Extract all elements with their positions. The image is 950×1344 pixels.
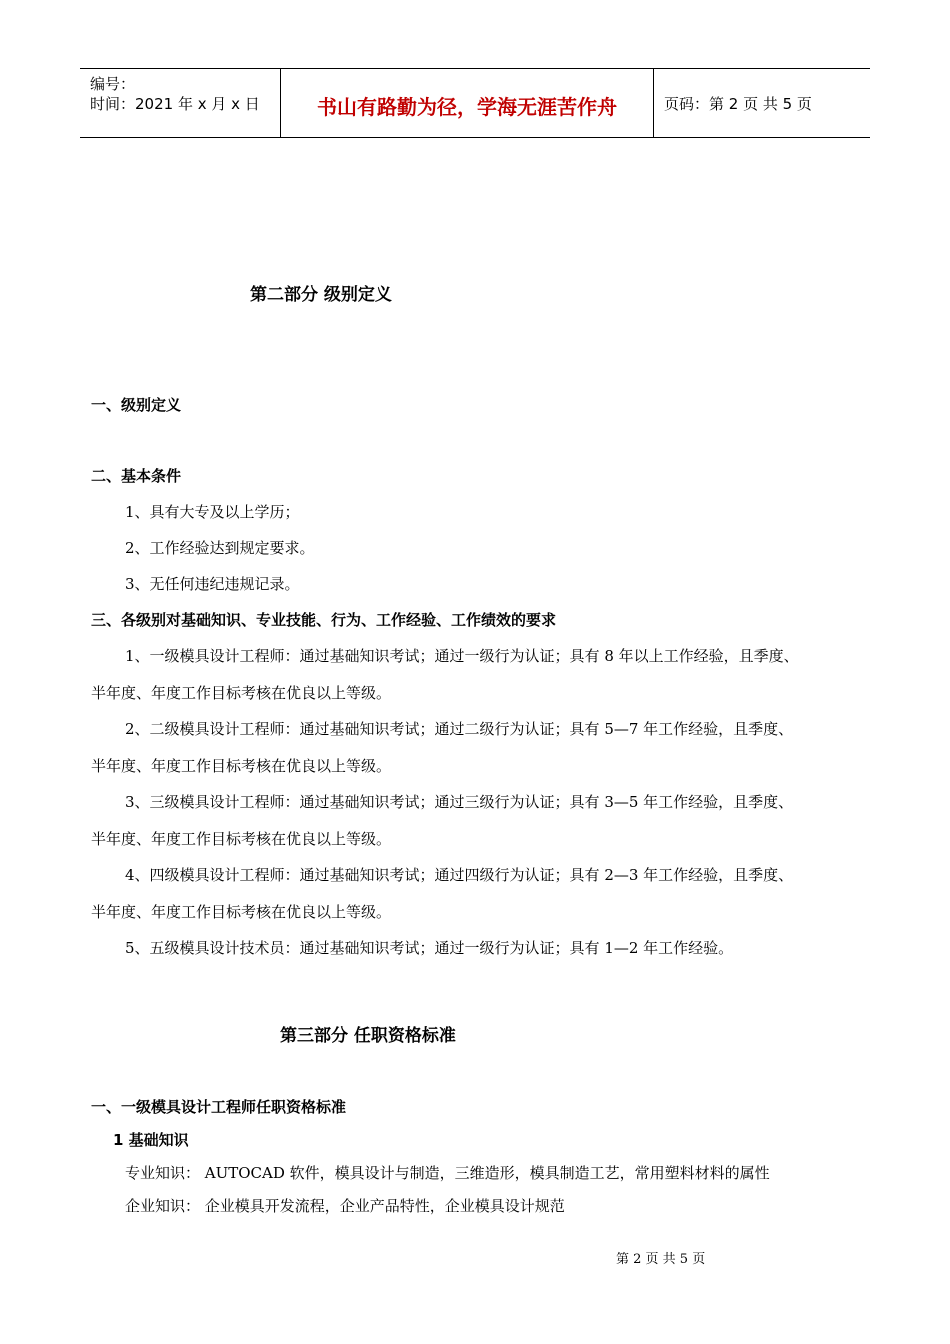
part3-title: 第三部分 任职资格标准 (280, 1026, 456, 1046)
subsection-basic-knowledge: 1 基础知识 (113, 1131, 189, 1149)
section-level-definition: 一、级别定义 (91, 396, 182, 414)
requirement-level1-line1: 1、一级模具设计工程师：通过基础知识考试；通过一级行为认证；具有 8 年以上工作经验，且季度、 (125, 647, 799, 665)
requirement-level2-line2: 半年度、年度工作目标考核在优良以上等级。 (91, 757, 392, 775)
part2-title: 第二部分 级别定义 (250, 285, 392, 305)
condition-item: 1、具有大专及以上学历； (125, 503, 300, 521)
professional-knowledge: 专业知识： AUTOCAD 软件，模具设计与制造，三维造形，模具制造工艺，常用塑料材料的属性 (125, 1164, 770, 1182)
requirement-level3-line1: 3、三级模具设计工程师：通过基础知识考试；通过三级行为认证；具有 3—5 年工作经验，且季度、 (125, 793, 794, 811)
code-label: 编号： (90, 75, 136, 93)
section-level1-standard: 一、一级模具设计工程师任职资格标准 (91, 1098, 347, 1116)
page-header (80, 68, 870, 138)
header-page-info: 页码：第 2 页 共 5 页 (664, 95, 812, 113)
page-footer: 第 2 页 共 5 页 (616, 1252, 706, 1267)
requirement-level4-line2: 半年度、年度工作目标考核在优良以上等级。 (91, 903, 392, 921)
requirement-level2-line1: 2、二级模具设计工程师：通过基础知识考试；通过二级行为认证；具有 5—7 年工作经验，且季度、 (125, 720, 794, 738)
condition-item: 2、工作经验达到规定要求。 (125, 539, 315, 557)
header-motto: 书山有路勤为径，学海无涯苦作舟 (317, 95, 617, 119)
time-label: 时间：2021 年 x 月 x 日 (90, 95, 260, 113)
header-left-cell (80, 69, 281, 137)
requirement-level1-line2: 半年度、年度工作目标考核在优良以上等级。 (91, 684, 392, 702)
section-requirements: 三、各级别对基础知识、专业技能、行为、工作经验、工作绩效的要求 (91, 611, 557, 629)
section-basic-conditions: 二、基本条件 (91, 467, 182, 485)
requirement-level3-line2: 半年度、年度工作目标考核在优良以上等级。 (91, 830, 392, 848)
requirement-level5: 5、五级模具设计技术员：通过基础知识考试；通过一级行为认证；具有 1—2 年工作经验。 (125, 939, 734, 957)
enterprise-knowledge: 企业知识： 企业模具开发流程，企业产品特性，企业模具设计规范 (125, 1197, 565, 1215)
header-right-cell (654, 69, 870, 137)
requirement-level4-line1: 4、四级模具设计工程师：通过基础知识考试；通过四级行为认证；具有 2—3 年工作经验，且季度、 (125, 866, 794, 884)
header-middle-cell (281, 69, 654, 137)
condition-item: 3、无任何违纪违规记录。 (125, 575, 300, 593)
